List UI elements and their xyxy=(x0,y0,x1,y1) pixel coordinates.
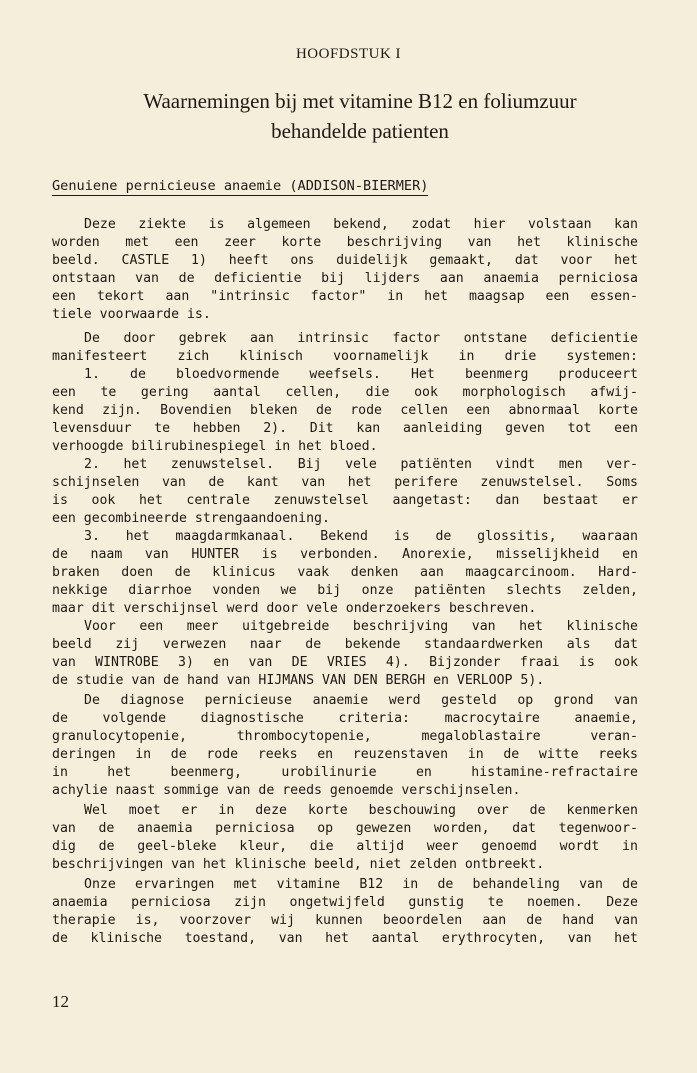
text-line: levensduur te hebben 2). Dit kan aanleiding geven tot een xyxy=(52,421,638,436)
title-line: Waarnemingen bij met vitamine B12 en foliumzuur xyxy=(143,89,577,113)
text-line: ontstaan van de deficientie bij lijders aan anaemia perniciosa xyxy=(52,271,638,286)
text-line: is ook het centrale zenuwstelsel aangetast: dan bestaat er xyxy=(52,493,638,508)
text-line: kend zijn. Bovendien bleken de rode cellen een abnormaal korte xyxy=(52,403,638,418)
text-line: verhoogde bilirubinespiegel in het bloed. xyxy=(52,439,378,454)
text-line: granulocytopenie, thrombocytopenie, megaloblastaire veran- xyxy=(52,729,638,744)
text-line: manifesteert zich klinisch voornamelijk in drie systemen: xyxy=(52,349,638,364)
text-line: nekkige diarrhoe vonden we bij onze patiënten slechts zelden, xyxy=(52,583,638,598)
text-line: achylie naast sommige van de reeds genoemde verschijnselen. xyxy=(52,783,521,798)
text-line: anaemia perniciosa zijn ongetwijfeld gunstig te noemen. Deze xyxy=(52,895,638,910)
text-line: 1. de bloedvormende weefsels. Het beenmerg produceert xyxy=(84,367,638,382)
text-line: 2. het zenuwstelsel. Bij vele patiënten vindt men ver- xyxy=(84,457,638,472)
text-line: beschrijvingen van het klinische beeld, niet zelden ontbreekt. xyxy=(52,857,545,872)
text-line: de klinische toestand, van het aantal erythrocyten, van het xyxy=(52,931,638,946)
text-line: Wel moet er in deze korte beschouwing over de kenmerken xyxy=(84,803,638,818)
chapter-title xyxy=(60,86,660,146)
text-line: De diagnose pernicieuse anaemie werd gesteld op grond van xyxy=(84,693,638,708)
text-line: van WINTROBE 3) en van DE VRIES 4). Bijzonder fraai is ook xyxy=(52,655,638,670)
text-line: Deze ziekte is algemeen bekend, zodat hier volstaan kan xyxy=(84,217,638,232)
text-line: een gecombineerde strengaandoening. xyxy=(52,511,330,526)
text-line: dig de geel-bleke kleur, die altijd weer genoemd wordt in xyxy=(52,839,638,854)
text-line: beeld zij verwezen naar de bekende standaardwerken als dat xyxy=(52,637,638,652)
page-number: 12 xyxy=(52,992,69,1011)
text-line: 3. het maagdarmkanaal. Bekend is de glossitis, waaraan xyxy=(84,529,638,544)
text-line: een tekort aan "intrinsic factor" in het maagsap een essen- xyxy=(52,289,638,304)
text-line: de naam van HUNTER is verbonden. Anorexie, misselijkheid en xyxy=(52,547,638,562)
text-line: therapie is, voorzover wij kunnen beoordelen aan de hand van xyxy=(52,913,638,928)
title-line: behandelde patienten xyxy=(271,119,449,143)
text-line: braken doen de klinicus vaak denken aan maagcarcinoom. Hard- xyxy=(52,565,638,580)
text-line: De door gebrek aan intrinsic factor ontstane deficientie xyxy=(84,331,638,346)
text-line: deringen in de rode reeks en reuzenstaven in de witte reeks xyxy=(52,747,638,762)
section-heading: Genuiene pernicieuse anaemie (ADDISON-BIERMER) xyxy=(52,178,429,194)
text-line: beeld. CASTLE 1) heeft ons duidelijk gemaakt, dat voor het xyxy=(52,253,638,268)
text-line: schijnselen van de kant van het perifere zenuwstelsel. Soms xyxy=(52,475,638,490)
text-line: Onze ervaringen met vitamine B12 in de behandeling van de xyxy=(84,877,638,892)
chapter-heading: HOOFDSTUK I xyxy=(295,46,402,62)
text-line: in het beenmerg, urobilinurie en histamine-refractaire xyxy=(52,765,638,780)
text-line: maar dit verschijnsel werd door vele onderzoekers beschreven. xyxy=(52,601,537,616)
text-line: van de anaemia perniciosa op gewezen worden, dat tegenwoor- xyxy=(52,821,638,836)
text-line: een te gering aantal cellen, die ook morphologisch afwij- xyxy=(52,385,638,400)
text-line: tiele voorwaarde is. xyxy=(52,307,211,322)
text-line: de volgende diagnostische criteria: macrocytaire anaemie, xyxy=(52,711,638,726)
text-line: de studie van de hand van HIJMANS VAN DEN BERGH en VERLOOP 5). xyxy=(52,673,545,688)
text-line: worden met een zeer korte beschrijving van het klinische xyxy=(52,235,638,250)
text-line: Voor een meer uitgebreide beschrijving van het klinische xyxy=(84,619,638,634)
